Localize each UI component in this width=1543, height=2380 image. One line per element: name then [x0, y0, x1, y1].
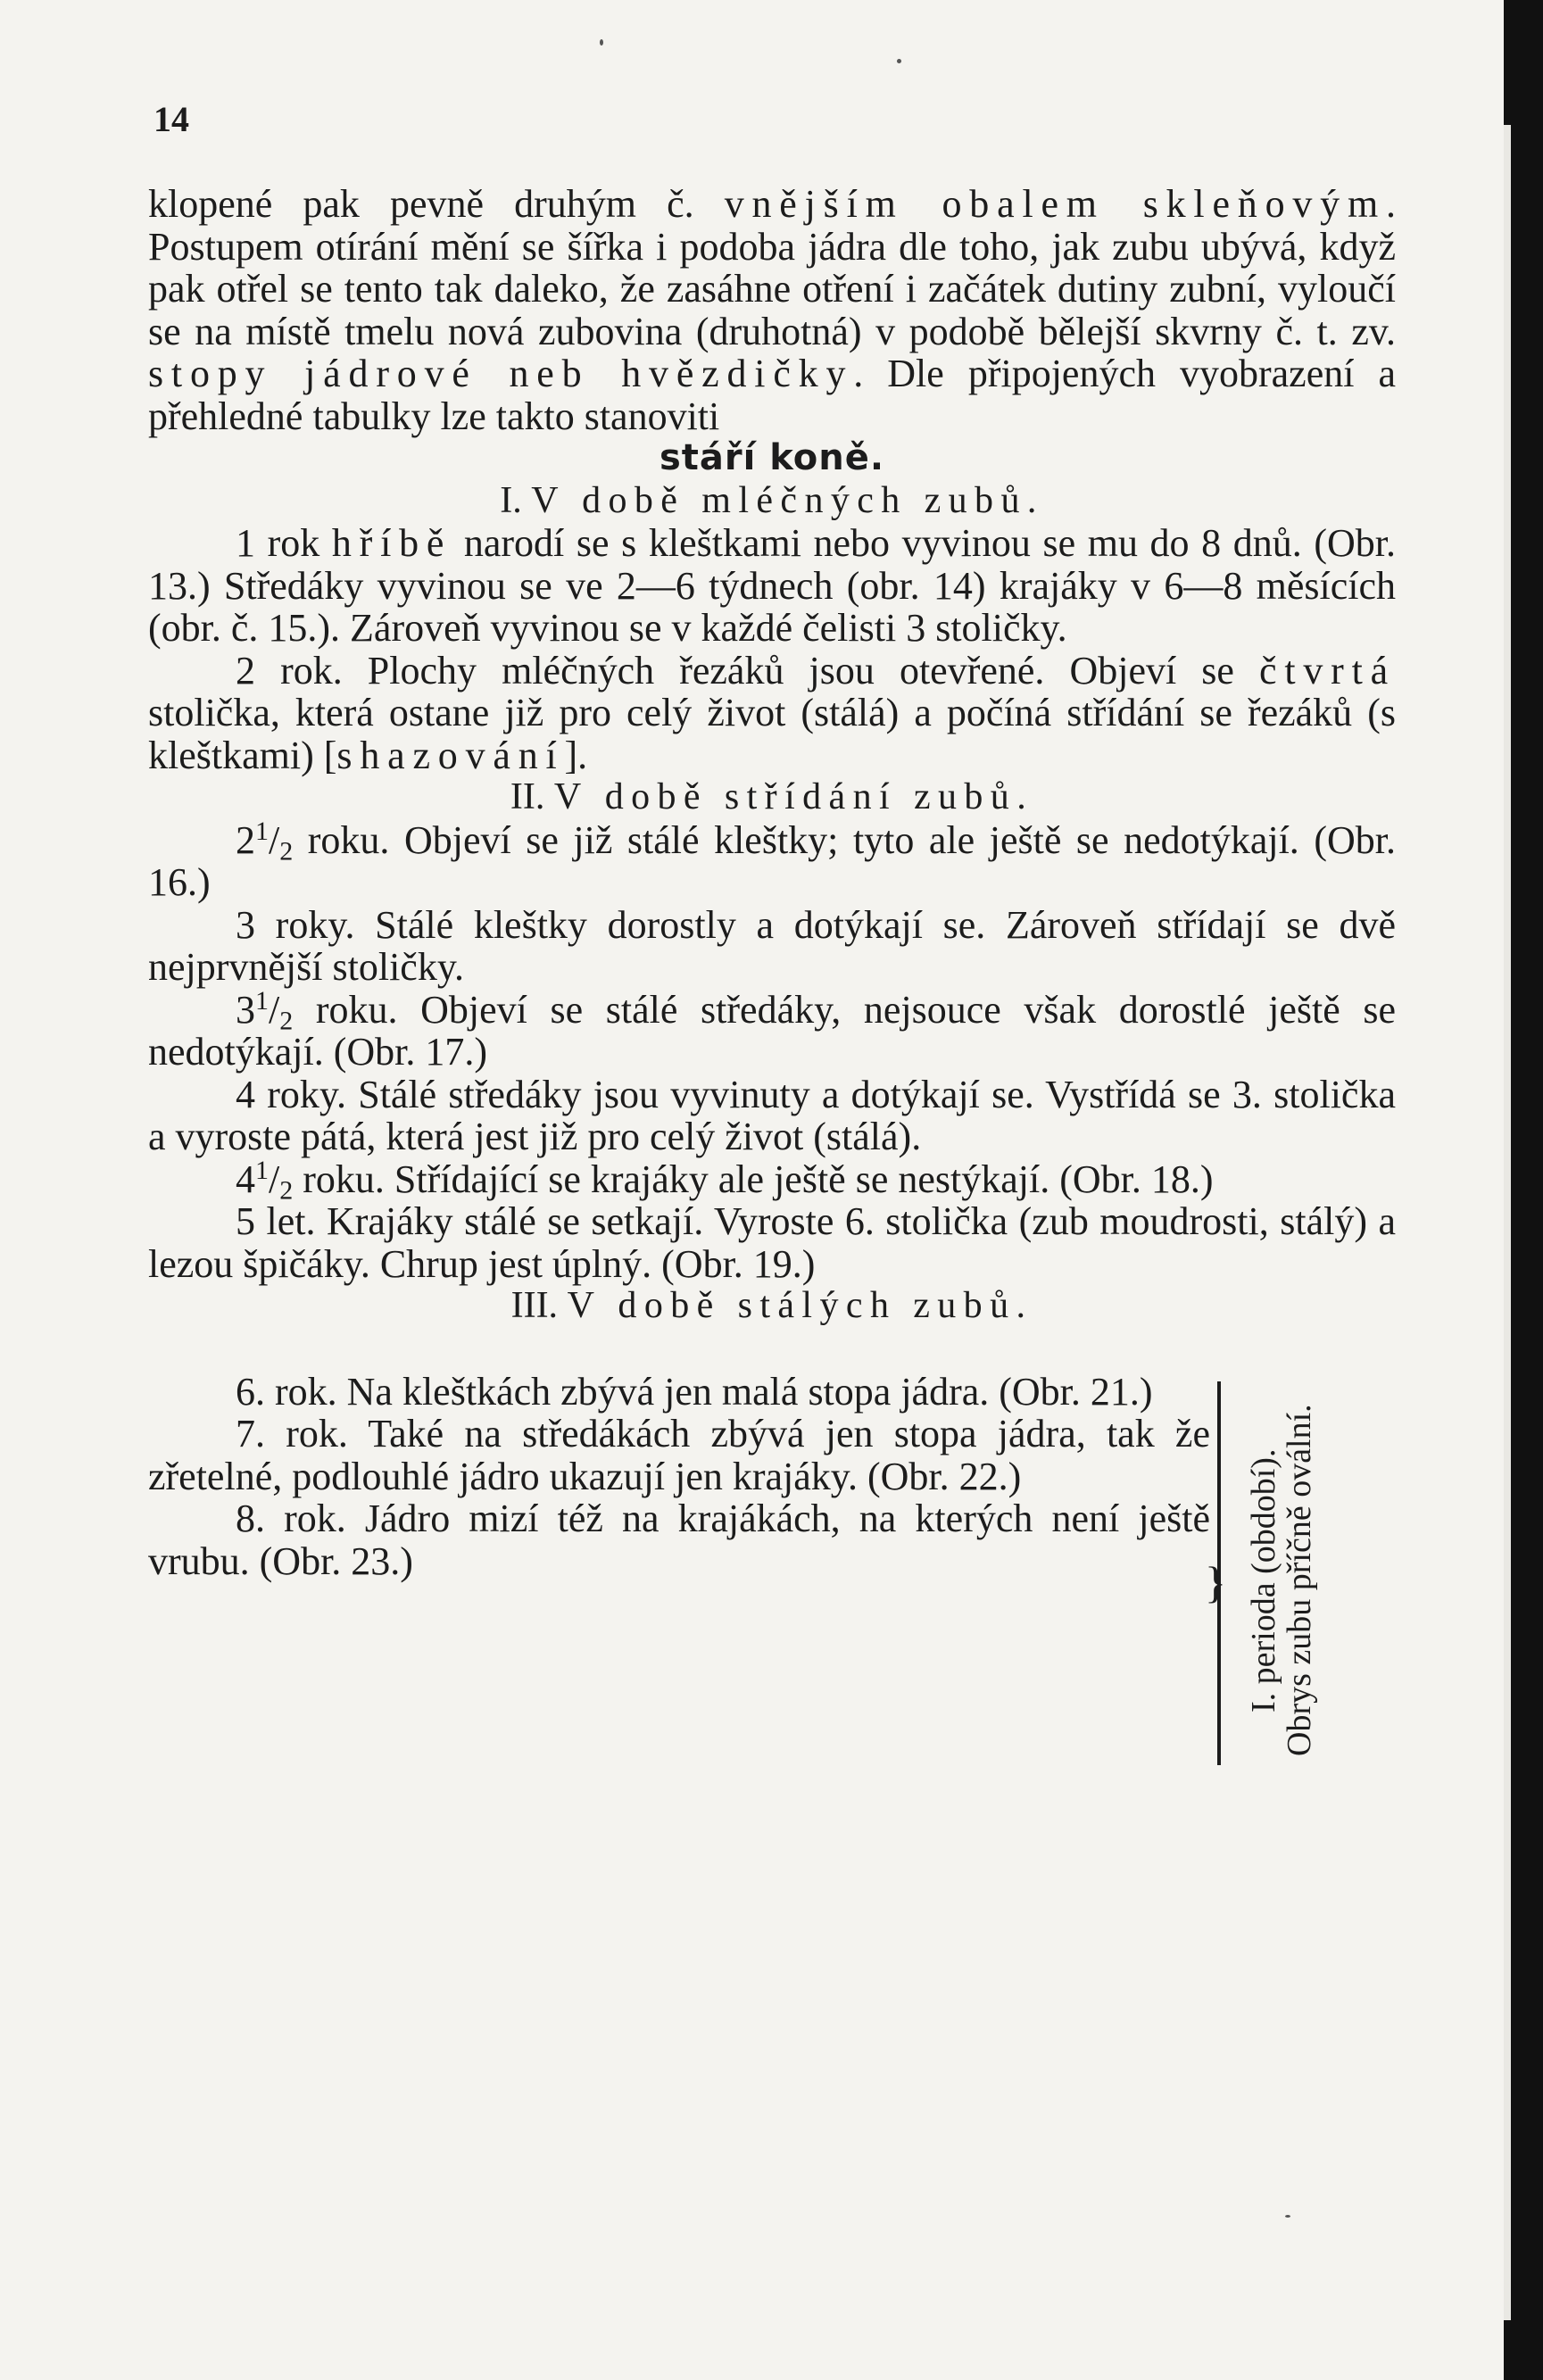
paragraph-year-5: 5 let. Krajáky stálé se setkají. Vyroste 6. stolička (zub moudrosti, stálý) a lezou špičáky. Chrup jest úplný. (Obr. 19.)	[148, 1199, 1396, 1286]
paper-speck	[897, 59, 901, 63]
section-2-number: II.	[510, 776, 545, 817]
fraction-whole: 3	[236, 987, 255, 1032]
spaced-term: shazování	[336, 733, 565, 777]
paper-speck	[1285, 2215, 1290, 2218]
side-note-outline: Obrys zubu příčně ovální.	[1281, 1404, 1318, 1756]
text-segment: 2 rok. Plochy mléčných řezáků jsou otevřené. Objeví se	[236, 648, 1260, 692]
fraction-numerator: 1	[255, 1155, 269, 1185]
paragraph-year-3: 3 roky. Stálé kleštky dorostly a dotýkají se. Zároveň střídají se dvě nejprvnější stoličky.	[148, 902, 1396, 989]
paragraph-year-3-5	[148, 985, 1396, 1074]
page-number: 14	[153, 99, 189, 139]
paragraph-year-7: 7. rok. Také na středákách zbývá jen stopa jádra, tak že zřetelné, podlouhlé jádro ukazují jen krajáky. (Obr. 22.)	[148, 1412, 1210, 1498]
text-segment: ].	[564, 733, 588, 777]
spaced-term: hříbě	[331, 521, 452, 565]
paragraph-year-4: 4 roky. Stálé středáky jsou vyvinuty a dotýkají se. Vystřídá se 3. stolička a vyroste pátá, která jest již pro celý život (stálá).	[148, 1072, 1396, 1158]
intro-spaced-1: vnějším obalem skleňovým	[724, 182, 1387, 226]
fraction-whole: 4	[236, 1157, 255, 1201]
paragraph-year-2	[148, 650, 1396, 777]
section-1-label: V době mléčných zubů.	[531, 479, 1044, 521]
section-3-label: V době stálých zubů.	[567, 1285, 1033, 1326]
text-segment: roku. Střídající se krajáky ale ještě se nestýkají. (Obr. 18.)	[293, 1157, 1214, 1201]
text-segment: roku. Objeví se stálé středáky, nejsouce však dorostlé ještě se nedotýkají. (Obr. 17.)	[148, 987, 1396, 1074]
intro-spaced-2: stopy jádrové neb hvězdičky	[148, 352, 854, 395]
fraction-denominator: 2	[279, 1175, 294, 1205]
section-2-label: V době střídání zubů.	[553, 776, 1034, 817]
section-1-number: I.	[500, 479, 522, 521]
fraction-denominator: 2	[279, 836, 294, 866]
brace-tip: }	[1205, 1556, 1226, 1607]
text-segment: narodí se s kleštkami nebo vyvinou se mu do 8 dnů. (Obr. 13.) Středáky vyvinou se ve 2—6 týdnech (obr. 14) krajáky v 6—8 měsících (obr. č. 15.). Zároveň vyvinou se v každé čelisti 3 stoličky.	[148, 521, 1397, 650]
section-heading-1	[148, 480, 1396, 523]
fraction-denominator: 2	[279, 1006, 294, 1035]
text-segment: stolička, která ostane již pro celý život (stálá) a počíná střídání se řezáků (s kleštkami) [	[148, 691, 1396, 777]
section-heading-2	[148, 776, 1396, 819]
intro-text-2: . Postupem otírání mění se šířka i podoba jádra dle toho, jak zubu ubývá, když pak otřel se tento tak daleko, že zasáhne otření i začátek dutiny zubní, vyloučí se na místě tmelu nová zubovina (druhotná) v podobě bělejší skvrny č. t. zv.	[148, 182, 1397, 353]
page-title: stáří koně.	[659, 437, 885, 478]
section-3-number: III.	[510, 1285, 559, 1326]
text-segment: 1 rok	[236, 521, 332, 565]
paragraph-year-4-5	[148, 1155, 1396, 1205]
section-heading-3	[148, 1285, 1396, 1328]
period-block	[148, 1369, 1318, 1756]
fraction: $4^1/_2$	[236, 1155, 294, 1205]
scan-edge-highlight	[1504, 125, 1511, 2320]
intro-text-3: . Dle připojených vyobrazení a přehledné tabulky lze takto stanoviti	[148, 352, 1396, 438]
paragraph-year-2-5	[148, 816, 1396, 904]
fraction-numerator: 1	[255, 985, 269, 1016]
side-note-period: I. perioda (období).	[1245, 1447, 1282, 1712]
fraction: $2^1/_2$	[236, 816, 294, 866]
page-body	[148, 182, 1397, 1756]
intro-paragraph	[148, 183, 1396, 437]
paragraph-year-1	[148, 522, 1396, 650]
spaced-term: čtvrtá	[1259, 648, 1396, 692]
intro-text-1: klopené pak pevně druhým č.	[148, 182, 725, 226]
paragraph-year-8: 8. rok. Jádro mizí též na krajákách, na kterých není ještě vrubu. (Obr. 23.)	[148, 1497, 1210, 1583]
fraction-numerator: 1	[255, 816, 269, 846]
paper-speck	[600, 39, 603, 46]
fraction-whole: 2	[236, 817, 255, 862]
text-segment: roku. Objeví se již stálé kleštky; tyto ale ještě se nedotýkají. (Obr. 16.)	[148, 817, 1396, 904]
paragraph-year-6: 6. rok. Na kleštkách zbývá jen malá stopa jádra. (Obr. 21.)	[236, 1369, 1153, 1414]
fraction: $3^1/_2$	[236, 985, 294, 1035]
